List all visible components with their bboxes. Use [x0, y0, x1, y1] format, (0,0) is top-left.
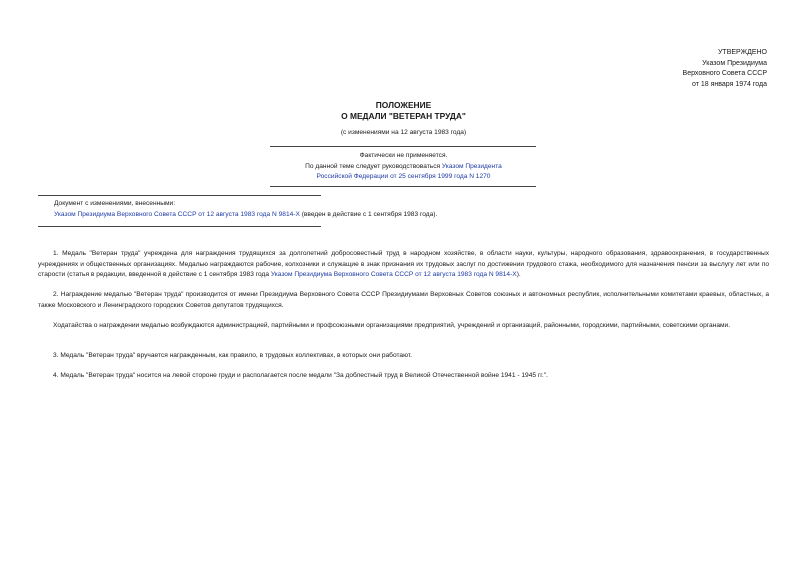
- changes-block: [54, 199, 437, 220]
- notice-line-3: [0, 172, 807, 183]
- title-line-1: ПОЛОЖЕНИЕ: [375, 100, 432, 110]
- notice-line-1: Фактически не применяется.: [359, 152, 448, 159]
- president-decree-link[interactable]: Указом Президента: [441, 162, 502, 170]
- approved-date: от 18 января 1974 года: [692, 80, 767, 88]
- approved-label: УТВЕРЖДЕНО: [717, 49, 767, 56]
- amendment-note: (с изменениями на 12 августа 1983 года): [340, 129, 467, 136]
- paragraph-4-text: 4. Медаль "Ветеран труда" носится на левой стороне груди и располагается после медали "За доблестный труд в Великой Отечественной войне 1941 - 1945 гг.".: [53, 372, 548, 379]
- notice-line-2: [0, 162, 807, 173]
- changes-bottom-divider: [38, 226, 321, 227]
- changes-line: [54, 210, 437, 221]
- paragraph-4: [38, 371, 769, 382]
- paragraph-2b-text: Ходатайства о награждении медалью возбуждаются администрацией, партийными и профсоюзными организациями предприятий, учреждений и организаций, районными, городскими, партийными, советскими органами.: [53, 322, 731, 329]
- changes-top-divider: [38, 195, 321, 196]
- paragraph-1: [38, 249, 769, 281]
- title-line-2: О МЕДАЛИ "ВЕТЕРАН ТРУДА": [341, 111, 466, 121]
- approved-by-line1: Указом Президиума: [702, 59, 767, 67]
- paragraph-1-text: 1. Медаль "Ветеран труда" учреждена для награждения трудящихся за долголетний добросовестный труд в народном хозяйстве, в области науки, культуры, народного образования, здравоохранения, в государственных учреждениях и общественных организациях. Медалью награждаются рабочие, колхозники и служащие в знак признания их трудовых заслуг по достижении трудового стажа, необходимого для назначения пенсии за выслугу лет или по старости (статья в редакции, введенной в действие с 1 сентября 1983 года: [38, 250, 769, 278]
- paragraph-1-end: ).: [516, 271, 521, 278]
- paragraph-2-text: 2. Награждение медалью "Ветеран труда" производится от имени Президиума Верховного Совета СССР Президиумами Верховных Советов союзных и автономных республик, исполнительными комитетами краевых, областных, а также Московского и Ленинградского городских Советов депутатов трудящихся.: [38, 291, 769, 309]
- notice-top-divider: [270, 146, 536, 147]
- president-decree-link-cont[interactable]: Российской Федерации от 25 сентября 1999 года N 1270: [316, 173, 491, 180]
- changes-intro: Документ с изменениями, внесенными:: [54, 200, 176, 207]
- approval-stamp: [683, 48, 767, 90]
- changes-suffix: (введен в действие с 1 сентября 1983 года).: [299, 210, 438, 218]
- notice-bottom-divider: [270, 186, 536, 187]
- paragraph-3-text: 3. Медаль "Ветеран труда" вручается награжденным, как правило, в трудовых коллективах, в которых они работают.: [53, 352, 412, 359]
- paragraph-2b: [38, 321, 769, 332]
- notice-block: [0, 151, 807, 183]
- paragraph-3: [38, 351, 769, 362]
- paragraph-2: [38, 290, 769, 311]
- notice-text: По данной теме следует руководствоваться: [305, 162, 442, 170]
- document-title: [0, 100, 807, 122]
- amendment-decree-link[interactable]: Указом Президиума Верховного Совета СССР от 12 августа 1983 года N 9814-X: [54, 210, 300, 218]
- approved-by-line2: Верховного Совета СССР: [682, 70, 767, 77]
- paragraph-1-link[interactable]: Указом Президиума Верховного Совета СССР от 12 августа 1983 года N 9814-X: [270, 271, 517, 278]
